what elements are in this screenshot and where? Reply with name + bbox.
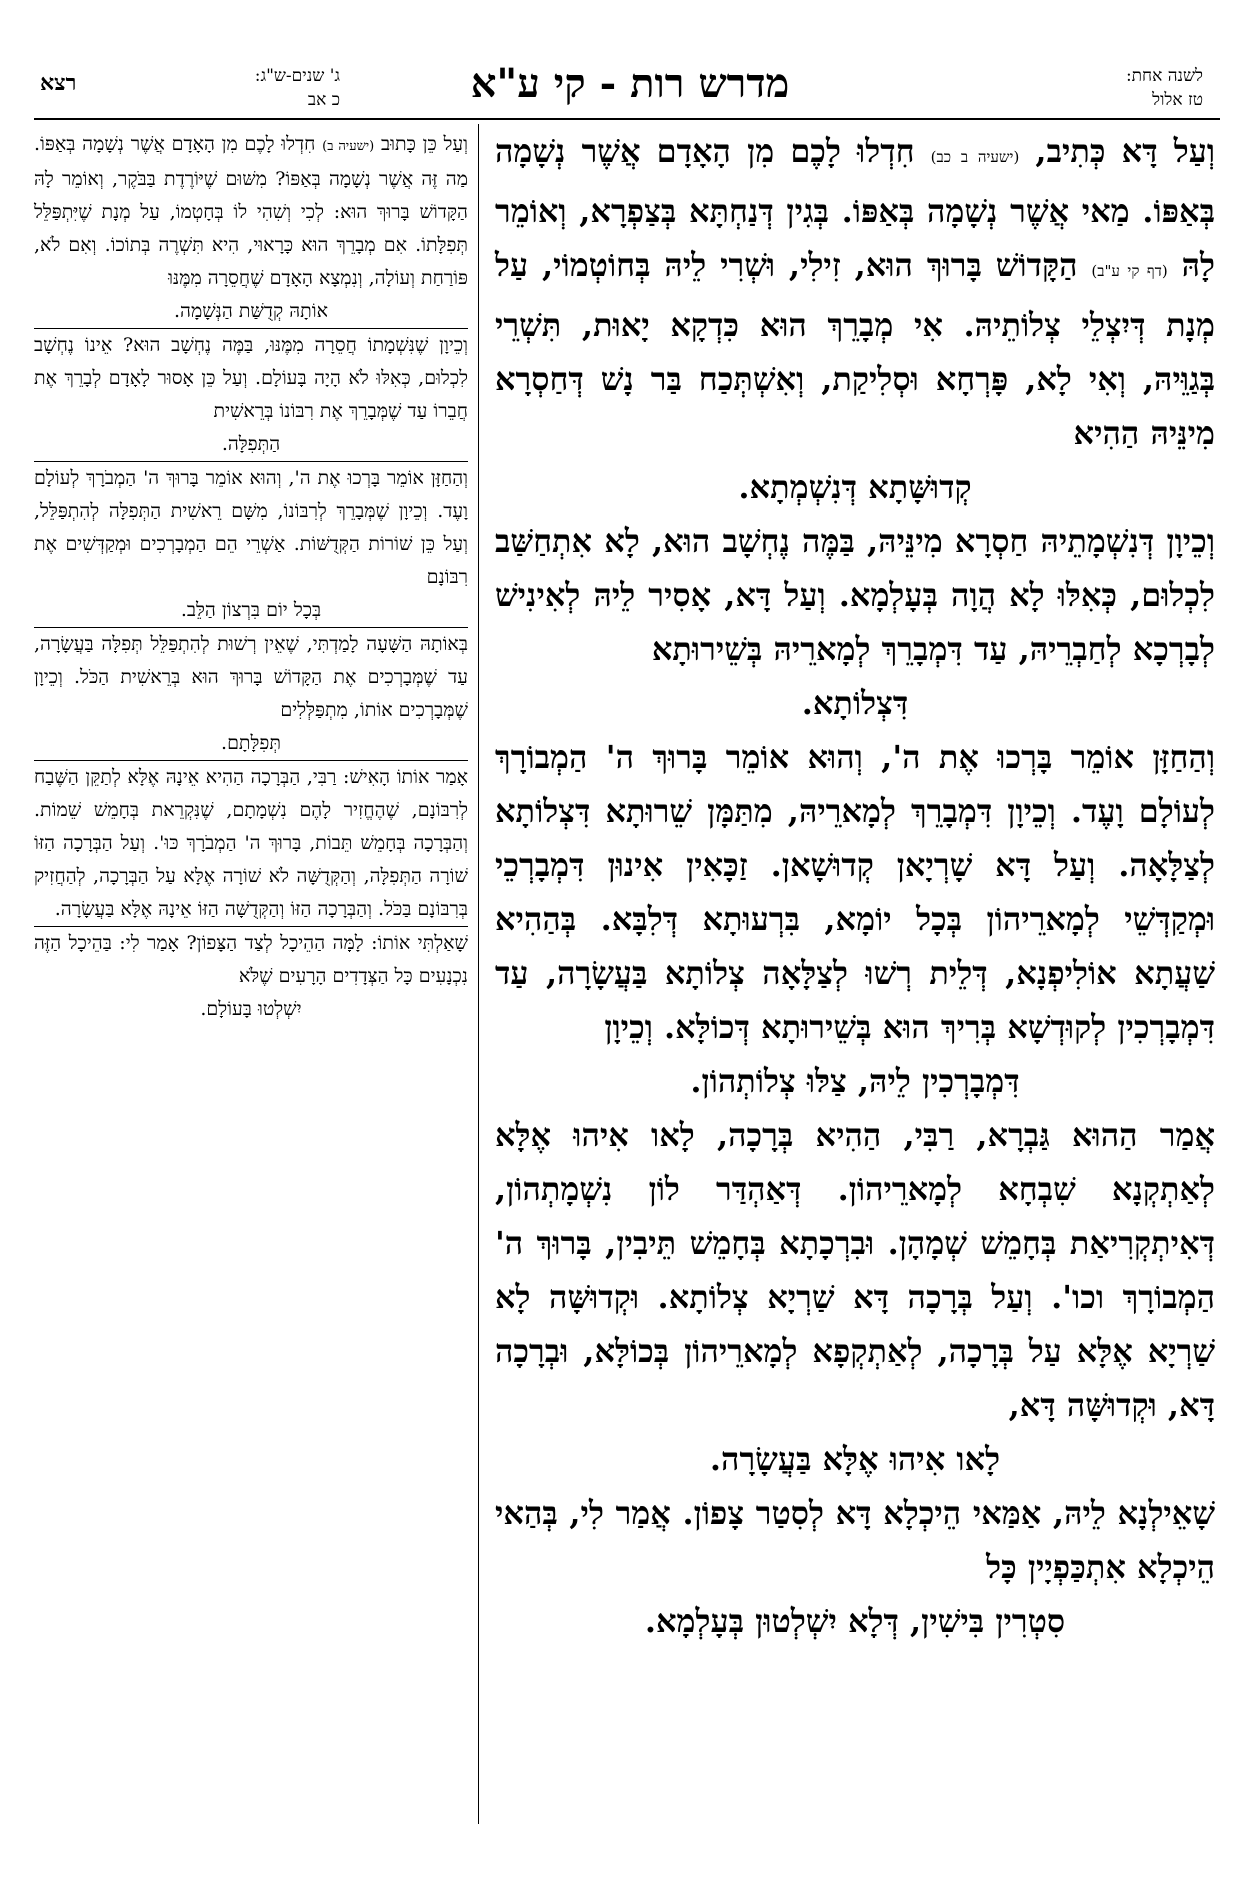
side-paragraph-tail: יִשְׁלְטוּ בָּעוֹלָם. (200, 998, 302, 1020)
main-paragraph-tail: סִטְרִין בִּישִׁין, דְּלָא יִשְׁלְטוּן בְּעָלְמָא. (644, 1602, 1066, 1640)
schedule-one-year (1023, 64, 1203, 112)
side-paragraph: וְכֵיוָן שֶׁנִּשְׁמָתוֹ חֲסֵרָה מִמֶּנּוּ, בַּמֶּה נֶחְשָׁב הוּא? אֵינוֹ נֶחְשָׁב לִכְלוּם, כְּאִלּוּ לֹא הָיָה בָּעוֹלָם. וְעַל כֵּן אָסוּר לָאָדָם לְבָרֵךְ אֶת חֲבֵרוֹ עַד שֶׁמְּבָרֵךְ אֶת רִבּוֹנוֹ בְּרֵאשִׁית (34, 328, 468, 428)
schedule-three-year (140, 64, 340, 112)
schedule-one-year-date: טז אלול (1152, 90, 1203, 110)
page-number: רצא (40, 70, 77, 96)
main-text-span: חִדְלוּ לָכֶם מִן הָאָדָם אֲשֶׁר נְשָׁמָה בְּאַפּוֹ. מַאי אֲשֶׁר נְשָׁמָה בְּאַפּוֹ. בְּגִין דְּנַחְתָּא בְּצַפְרָא, וְאוֹמֵר לָהּ (495, 132, 1216, 284)
side-paragraph-tail: בְּכָל יוֹם בִּרְצוֹן הַלֵּב. (180, 599, 322, 621)
schedule-one-year-label: לשנה אחת: (1125, 66, 1203, 86)
citation-ref: (ישעיה ב) (322, 139, 375, 154)
schedule-three-year-label: ג' שנים-ש"ג: (254, 66, 340, 86)
main-paragraph: וְכֵיוָן דְּנִשְׁמָתֵיהּ חַסְרָא מִינֵּיהּ, בַּמֶּה נֶחְשָׁב הוּא, לָא אִתְחַשַּׁב לִכְלוּם, כְּאִלּוּ לָא הֲוָה בְּעָלְמָא. וְעַל דָּא, אָסִיר לֵיהּ לְאִינִישׁ לְבָרְכָא לְחַבְרֵיהּ, עַד דִּמְבָרֵךְ לְמָארֵיהּ בְּשֵׁירוּתָא (495, 522, 1215, 668)
side-paragraph: אָמַר אוֹתוֹ הָאִישׁ: רַבִּי, הַבְּרָכָה הַהִיא אֵינָהּ אֶלָּא לְתַקֵּן הַשֶּׁבַח לְרִבּוֹנָם, שֶׁהֶחֱזִיר לָהֶם נִשְׁמָתָם, שֶׁנִּקְרֵאת בְּחָמֵשׁ שֵׁמוֹת. וְהַבְּרָכָה בְּחָמֵשׁ תֵּבוֹת, בָּרוּךְ ה' הַמְבֹרָךְ כּוּ'. וְעַל הַבְּרָכָה הַזּוֹ שׁוֹרָה הַתְּפִלָּה, וְהַקְּדֻשָּׁה לֹא שׁוֹרָה אֶלָּא עַל הַבְּרָכָה, לְהַחֲזִיק בְּרִבּוֹנָם בַּכֹּל. וְהַבְּרָכָה הַזּוֹ וְהַקְּדֻשָּׁה הַזּוֹ אֵינָהּ אֶלָּא בַּעֲשָׂרָה. (34, 760, 468, 926)
schedule-three-year-date: כ אב (307, 90, 340, 110)
side-text-span: וְעַל כֵּן כָּתוּב (374, 133, 468, 155)
main-paragraph: אֲמַר הַהוּא גַּבְרָא, רַבִּי, הַהִיא בְּרָכָה, לָאו אִיהוּ אֶלָּא לְאַתְקְנָא שִׁבְחָא לְמָארֵיהוֹן. דְּאַהְדַּר לוֹן נִשְׁמָתְהוֹן, דְּאִיתְקְרִיאַת בְּחָמֵשׁ שְׁמָהָן. וּבִרְכָתָא בְּחָמֵשׁ תֵּיבִין, בָּרוּךְ ה' הַמְבוֹרָךְ וכו'. וְעַל בְּרָכָה דָּא שַׁרְיָא צְלוֹתָא. וּקְדוּשָּׁה לָא שַׁרְיָא אֶלָּא עַל בְּרָכָה, לְאַתְקְפָא לְמָארֵיהוֹן בְּכוֹלָּא, וּבְרָכָה דָּא, וּקְדוּשָּׁה דָּא, (495, 1116, 1215, 1424)
side-paragraph-tail: הַתְּפִלָּה. (221, 433, 281, 455)
side-paragraph-tail: אוֹתָהּ קְדֻשַּׁת הַנְּשָׁמָה. (174, 300, 328, 322)
side-paragraph: שָׁאַלְתִּי אוֹתוֹ: לָמָּה הַהֵיכָל לְצַד הַצָּפוֹן? אָמַר לִי: בַּהֵיכָל הַזֶּה נִכְנָעִים כָּל הַצְּדָדִים הָרָעִים שֶׁלֹּא (34, 926, 468, 993)
citation-ref: (ישעיה ב כב) (930, 148, 1020, 166)
main-paragraph: שָׁאֵילְנָא לֵיהּ, אַמַּאי הֵיכְלָא דָּא לְסִטַר צָפוֹן. אֲמַר לִי, בְּהַאי הֵיכְלָא אִתְכַּפְיָין כָּל (495, 1494, 1215, 1586)
folio-ref: (דף קי ע"ב) (1091, 262, 1168, 280)
main-paragraph-tail: דִּצְלוֹתָא. (801, 684, 909, 722)
main-paragraph-tail: לָאו אִיהוּ אֶלָּא בַּעֲשָׂרָה. (709, 1440, 1001, 1478)
page-title: מדרש רות - קי ע"א (470, 60, 790, 107)
aramaic-main-text (495, 124, 1215, 1648)
main-text-span: וְעַל דָּא כְּתִיב, (1019, 132, 1216, 170)
main-paragraph (495, 124, 1215, 460)
main-text-span: הַקָּדוֹשׁ בָּרוּךְ הוּא, זִילִי, וּשְׁרִי לֵיהּ בְּחוֹטְמוֹי, עַל מְנָת דְּיִצְלֵי צְלוֹתֵיהּ. אִי מְבָרֵךְ הוּא כִּדְקָא יָאוּת, תִּשְׁרֵי בְּגַוֵּיהּ, וְאִי לָא, פָּרְחָא וּסְלִיקַת, וְאִשְׁתְּכַח בַּר נָשׁ דְּחַסְרָא מִינֵּיהּ הַהִיא (495, 246, 1215, 452)
side-text-span: חִדְלוּ לָכֶם מִן הָאָדָם אֲשֶׁר נְשָׁמָה בְּאַפּוֹ. מַה זֶּה אֲשֶׁר נְשָׁמָה בְּאַפּוֹ? מִשּׁוּם שֶׁיּוֹרֶדֶת בַּבֹּקֶר, וְאוֹמֵר לָהּ הַקָּדוֹשׁ בָּרוּךְ הוּא: לְכִי וְשִׁהִי לוֹ בְּחָטְמוֹ, עַל מְנָת שֶׁיִּתְפַּלֵּל תְּפִלָּתוֹ. אִם מְבָרֵךְ הוּא כָּרָאוּי, הִיא תִּשְׁרֶה בְּתוֹכוֹ. וְאִם לֹא, פּוֹרַחַת וְעוֹלָה, וְנִמְצָא הָאָדָם שֶׁחֲסֵרָה מִמֶּנּוּ (34, 133, 468, 289)
side-paragraph-tail: תְּפִלָּתָם. (221, 732, 281, 754)
main-paragraph-tail: דִּמְבָרְכִין לֵיהּ, צַלּוּ צְלוֹתְהוֹן. (690, 1062, 1020, 1100)
side-paragraph: בְּאוֹתָהּ הַשָּׁעָה לָמַדְתִּי, שֶׁאֵין רְשׁוּת לְהִתְפַּלֵּל תְּפִלָּה בַּעֲשָׂרָה, עַד שֶׁמְּבָרְכִים אֶת הַקָּדוֹשׁ בָּרוּךְ הוּא בְּרֵאשִׁית הַכֹּל. וְכֵיוָן שֶׁמְּבָרְכִים אוֹתוֹ, מִתְפַּלְּלִים (34, 627, 468, 727)
main-paragraph: וְהַחַזָּן אוֹמֵר בָּרְכוּ אֶת ה', וְהוּא אוֹמֵר בָּרוּךְ ה' הַמְבוֹרָךְ לְעוֹלָם וָעֶד. וְכֵיוָן דִּמְבָרֵךְ לְמָארֵיהּ, מִתַּמָּן שֵׁרוּתָא דִּצְלוֹתָא לְצַלָּאָה. וְעַל דָּא שָׁרְיָאן קְדוּשָׁאן. זַכָּאִין אִינוּן דִּמְבָרְכֵי וּמְקַדְּשֵׁי לְמָארֵיהוֹן בְּכָל יוֹמָא, בִּרְעוּתָא דְּלִבָּא. בְּהַהִיא שַׁעֲתָא אוֹלִיפְנָא, דְּלֵית רְשׁוּ לְצַלָּאָה צְלוֹתָא בַּעֲשָׂרָה, עַד דִּמְבָרְכִין לְקוּדְשָׁא בְּרִיךְ הוּא בְּשֵׁירוּתָא דְּכוֹלָּא. וְכֵיוָן (495, 738, 1215, 1046)
header-rule (34, 118, 1220, 120)
column-divider (478, 124, 479, 1824)
main-paragraph-tail: קְדוּשָּׁתָא דְּנִשְׁמְתָא. (738, 468, 972, 506)
side-paragraph: וְהַחַזָּן אוֹמֵר בָּרְכוּ אֶת ה', וְהוּא אוֹמֵר בָּרוּךְ ה' הַמְבֹרָךְ לְעוֹלָם וָעֶד. וְכֵיוָן שֶׁמְּבָרֵךְ לְרִבּוֹנוֹ, מִשָּׁם רֵאשִׁית הַתְּפִלָּה לְהִתְפַּלֵּל, וְעַל כֵּן שׁוֹרוֹת הַקְּדֻשּׁוֹת. אַשְׁרֵי הֵם הַמְבָרְכִים וּמְקַדְּשִׁים אֶת רִבּוֹנָם (34, 461, 468, 594)
side-paragraph (34, 128, 468, 295)
hebrew-translation-column (34, 128, 468, 1026)
